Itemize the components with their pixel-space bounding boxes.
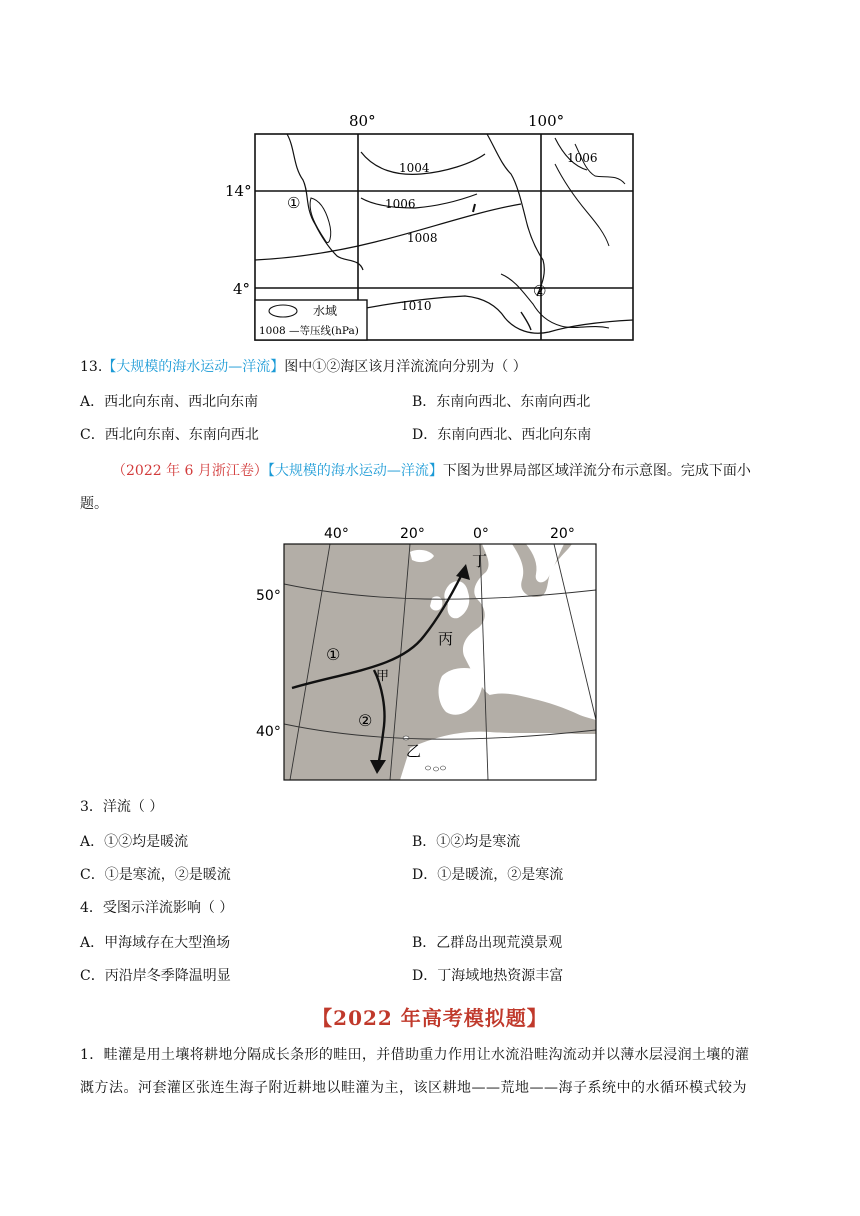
section-title: 【2022 年高考模拟题】	[312, 1006, 548, 1030]
map2-lat-label: 40°	[256, 724, 281, 740]
map2-lon-label: 20°	[400, 526, 425, 542]
q13-option-c: C．西北向东南、东南向西北	[80, 427, 259, 443]
place-ding: 丁	[472, 552, 488, 570]
q4-option-d: D．丁海域地热资源丰富	[412, 968, 564, 984]
sea-marker-2: ②	[533, 282, 547, 300]
intro-text: 下图为世界局部区域洋流分布示意图。完成下面小	[442, 463, 751, 479]
isobar-label: 1008	[407, 231, 438, 245]
ocean-current-map	[250, 520, 610, 785]
map1-lat-label: 4°	[233, 280, 251, 298]
legend-isobar-label: 1008 —等压线(hPa)	[259, 325, 359, 337]
current-marker-1: ①	[326, 645, 341, 664]
q13-option-d: D．东南向西北、西北向东南	[412, 427, 592, 443]
place-bing: 丙	[438, 630, 454, 648]
map2-lon-label: 40°	[324, 526, 349, 542]
current-marker-2: ②	[358, 711, 373, 730]
q4-option-a: A．甲海域存在大型渔场	[80, 935, 231, 951]
sea-marker-1: ①	[287, 194, 301, 212]
q13-option-b: B．东南向西北、东南向西北	[412, 394, 591, 410]
q4-option-b: B．乙群岛出现荒漠景观	[412, 935, 563, 951]
question-1-line-2: 溉方法。河套灌区张连生海子附近耕地以畦灌为主，该区耕地——荒地——海子系统中的水循环模式较为	[80, 1080, 747, 1096]
map1-lat-label: 14°	[225, 182, 252, 200]
intro-text-continued: 题。	[80, 496, 108, 512]
question-number: 13.	[80, 359, 103, 375]
topic-tag: 【大规模的海水运动—洋流】	[102, 359, 285, 375]
q3-option-c: C．①是寒流，②是暖流	[80, 867, 231, 883]
topic-tag: 【大规模的海水运动—洋流】	[267, 463, 443, 479]
isobar-label: 1006	[385, 197, 416, 211]
map2-lon-label: 0°	[473, 526, 489, 542]
isobar-label: 1004	[399, 161, 430, 175]
map2-lat-label: 50°	[256, 588, 281, 604]
legend-water-label: 水域	[313, 304, 338, 318]
isobar-map	[225, 108, 645, 348]
isobar-label: 1010	[401, 299, 432, 313]
q3-option-a: A．①②均是暖流	[80, 834, 189, 850]
place-jia: 甲	[376, 669, 390, 684]
map2-lon-label: 20°	[550, 526, 575, 542]
q3-option-b: B．①②均是寒流	[412, 834, 521, 850]
question-1-line-1: 1．畦灌是用土壤将耕地分隔成长条形的畦田，并借助重力作用让水流沿畦沟流动并以薄水层浸润土壤的灌	[80, 1047, 750, 1063]
q13-option-a: A．西北向东南、西北向东南	[80, 394, 259, 410]
q3-option-d: D．①是暖流，②是寒流	[412, 867, 564, 883]
passage-intro	[112, 461, 751, 481]
map1-lon-label: 100°	[528, 112, 565, 130]
map1-lon-label: 80°	[349, 112, 376, 130]
question-4-stem: 4．受图示洋流影响（ ）	[80, 900, 234, 916]
place-yi: 乙	[406, 742, 422, 760]
question-3-stem: 3．洋流（ ）	[80, 799, 164, 815]
question-13-stem	[80, 357, 527, 377]
source-label: （2022 年 6 月浙江卷）	[112, 463, 268, 479]
isobar-label: 1006	[567, 151, 598, 165]
question-text: 图中①②海区该月洋流流向分别为（ ）	[284, 359, 527, 375]
q4-option-c: C．丙沿岸冬季降温明显	[80, 968, 231, 984]
